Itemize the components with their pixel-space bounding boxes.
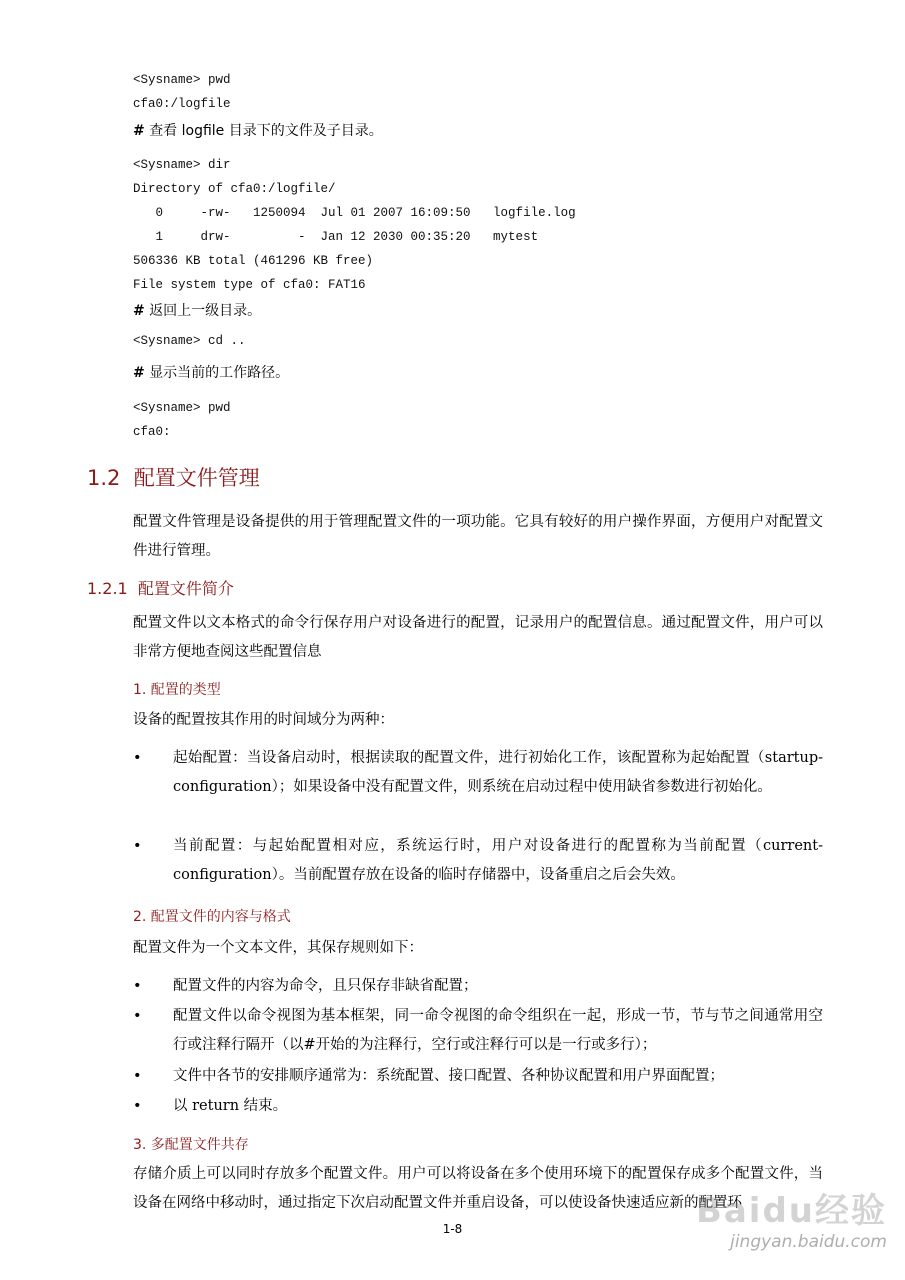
part1-title: 1. 配置的类型 bbox=[133, 682, 221, 698]
subsection-heading bbox=[87, 576, 234, 599]
comment-show-path: # 显示当前的工作路径。 bbox=[133, 365, 290, 381]
list-item: • 配置文件的内容为命令，且只保存非缺省配置； bbox=[133, 972, 823, 1001]
section-title: 配置文件管理 bbox=[133, 466, 260, 490]
code-line: 1 drw- - Jan 12 2030 00:35:20 mytest bbox=[133, 230, 539, 244]
watermark-logo: Baidu经验 bbox=[695, 1191, 887, 1231]
section-number: 1.2 bbox=[87, 466, 121, 490]
code-block-dir bbox=[133, 153, 576, 297]
bullet-icon: • bbox=[133, 1008, 142, 1024]
bullet-icon: • bbox=[133, 838, 142, 854]
part1-intro: 设备的配置按其作用的时间域分为两种： bbox=[133, 712, 394, 728]
comment-view-logfile: # 查看 logfile 目录下的文件及子目录。 bbox=[133, 123, 383, 139]
page-number: 1-8 bbox=[442, 1222, 463, 1236]
subsection-title: 配置文件简介 bbox=[137, 579, 234, 598]
code-line: cfa0: bbox=[133, 425, 171, 439]
part3-text: 存储介质上可以同时存放多个配置文件。用户可以将设备在多个使用环境下的配置保存成多个配置文件，当设备在网络中移动时，通过指定下次启动配置文件并重启设备，可以使设备快速适应新的配置环 bbox=[133, 1166, 823, 1211]
subsection-number: 1.2.1 bbox=[87, 579, 128, 598]
bullet-icon: • bbox=[133, 1068, 142, 1084]
list-item: • 以 return 结束。 bbox=[133, 1092, 823, 1121]
code-block-pwd bbox=[133, 68, 231, 116]
list-item: • 文件中各节的安排顺序通常为：系统配置、接口配置、各种协议配置和用户界面配置； bbox=[133, 1062, 823, 1091]
code-line: <Sysname> pwd bbox=[133, 401, 231, 415]
watermark-url: jingyan.baidu.com bbox=[730, 1232, 887, 1252]
code-block-cd bbox=[133, 334, 246, 349]
code-line: 0 -rw- 1250094 Jul 01 2007 16:09:50 logfile.log bbox=[133, 206, 576, 220]
code-line: cfa0:/logfile bbox=[133, 97, 231, 111]
subsection-intro: 配置文件以文本格式的命令行保存用户对设备进行的配置，记录用户的配置信息。通过配置文件，用户可以非常方便地查阅这些配置信息 bbox=[133, 615, 823, 660]
code-line: <Sysname> cd .. bbox=[133, 334, 246, 348]
part2-intro: 配置文件为一个文本文件，其保存规则如下： bbox=[133, 940, 423, 956]
list-item: • 起始配置：当设备启动时，根据读取的配置文件，进行初始化工作，该配置称为起始配置（startup-configuration）；如果设备中没有配置文件，则系统在启动过程中使用缺省参数进行初始化。 bbox=[133, 744, 823, 802]
bullet-icon: • bbox=[133, 750, 142, 766]
comment-go-up: # 返回上一级目录。 bbox=[133, 303, 262, 319]
section-heading bbox=[87, 462, 260, 492]
section-intro: 配置文件管理是设备提供的用于管理配置文件的一项功能。它具有较好的用户操作界面，方便用户对配置文件进行管理。 bbox=[133, 514, 823, 559]
part3-title: 3. 多配置文件共存 bbox=[133, 1137, 249, 1153]
bullet-icon: • bbox=[133, 978, 142, 994]
code-line: Directory of cfa0:/logfile/ bbox=[133, 182, 336, 196]
code-block-pwd-2 bbox=[133, 396, 231, 444]
list-item: • 配置文件以命令视图为基本框架，同一命令视图的命令组织在一起，形成一节，节与节之间通常用空行或注释行隔开（以#开始的为注释行，空行或注释行可以是一行或多行）； bbox=[133, 1002, 823, 1060]
code-line: File system type of cfa0: FAT16 bbox=[133, 278, 366, 292]
code-line: <Sysname> pwd bbox=[133, 73, 231, 87]
part2-title: 2. 配置文件的内容与格式 bbox=[133, 909, 291, 925]
list-item: • 当前配置：与起始配置相对应，系统运行时，用户对设备进行的配置称为当前配置（current-configuration）。当前配置存放在设备的临时存储器中，设备重启之后会失效。 bbox=[133, 832, 823, 890]
bullet-icon: • bbox=[133, 1098, 142, 1114]
code-line: <Sysname> dir bbox=[133, 158, 231, 172]
code-line: 506336 KB total (461296 KB free) bbox=[133, 254, 374, 268]
